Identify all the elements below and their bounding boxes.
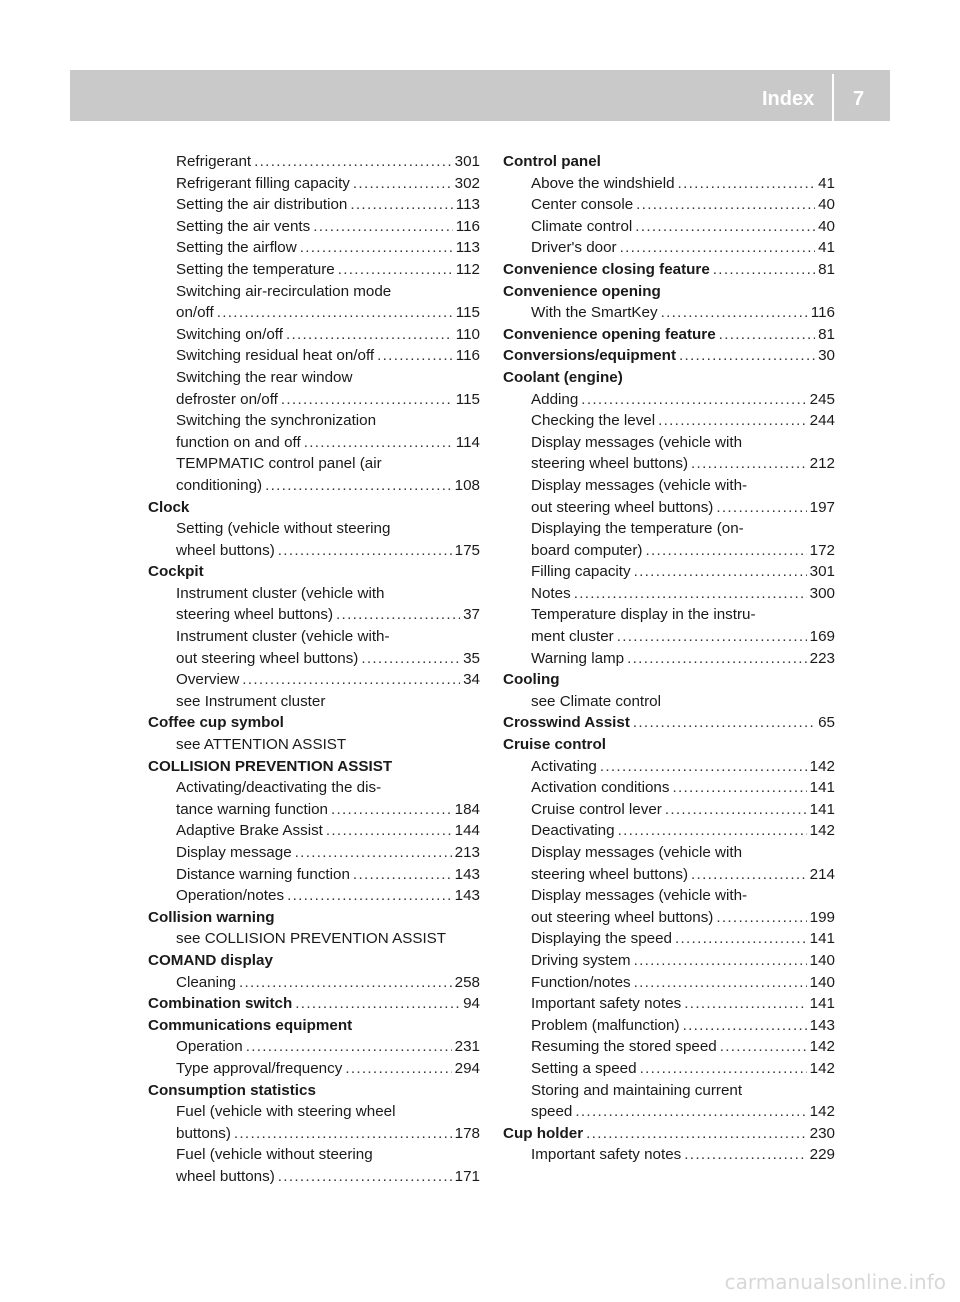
page-reference: 113 bbox=[455, 196, 480, 214]
page-reference: 116 bbox=[455, 347, 480, 365]
index-subentry bbox=[503, 1144, 835, 1166]
page-reference: 300 bbox=[809, 584, 835, 602]
page-reference: 141 bbox=[809, 930, 835, 948]
entry-label: With the SmartKey bbox=[531, 304, 658, 322]
page-reference: 143 bbox=[454, 887, 480, 905]
entry-label: Adaptive Brake Assist bbox=[176, 822, 323, 840]
page-reference: 302 bbox=[454, 174, 480, 192]
dot-leader bbox=[254, 151, 452, 173]
page-reference: 142 bbox=[809, 1038, 835, 1056]
dot-leader bbox=[627, 648, 807, 670]
index-heading-entry bbox=[148, 993, 480, 1015]
index-subentry bbox=[503, 1015, 835, 1037]
entry-label: Convenience closing feature bbox=[503, 260, 710, 278]
dot-leader bbox=[634, 950, 807, 972]
dot-leader bbox=[675, 928, 807, 950]
dot-leader bbox=[618, 820, 807, 842]
index-subentry bbox=[148, 194, 480, 216]
entry-label: wheel buttons) bbox=[176, 1167, 275, 1185]
page-reference: 115 bbox=[455, 390, 480, 408]
entry-label: defroster on/off bbox=[176, 390, 278, 408]
page-reference: 110 bbox=[455, 325, 480, 343]
index-subentry bbox=[503, 389, 835, 411]
entry-label: Climate control bbox=[531, 217, 633, 235]
page-reference: 171 bbox=[454, 1167, 480, 1185]
page-reference: 294 bbox=[454, 1059, 480, 1077]
entry-label: Setting the air distribution bbox=[176, 196, 348, 214]
entry-label: Convenience opening feature bbox=[503, 325, 716, 343]
dot-leader bbox=[620, 237, 815, 259]
entry-label: out steering wheel buttons) bbox=[531, 498, 714, 516]
dot-leader bbox=[239, 972, 452, 994]
index-subentry bbox=[148, 324, 480, 346]
entry-label: Adding bbox=[531, 390, 579, 408]
index-subentry bbox=[148, 604, 480, 626]
page-reference: 178 bbox=[454, 1124, 480, 1142]
page-reference: 214 bbox=[809, 865, 835, 883]
dot-leader bbox=[691, 453, 807, 475]
page-reference: 30 bbox=[818, 347, 835, 365]
dot-leader bbox=[716, 907, 806, 929]
dot-leader bbox=[313, 216, 453, 238]
page-reference: 142 bbox=[809, 1059, 835, 1077]
dot-leader bbox=[350, 194, 452, 216]
index-heading: Cockpit bbox=[148, 563, 204, 581]
index-heading: COMAND display bbox=[148, 951, 273, 969]
dot-leader bbox=[217, 302, 453, 324]
entry-label: Setting the temperature bbox=[176, 260, 335, 278]
dot-leader bbox=[361, 648, 460, 670]
entry-label: steering wheel buttons) bbox=[176, 606, 334, 624]
dot-leader bbox=[633, 712, 815, 734]
entry-label: Above the windshield bbox=[531, 174, 675, 192]
entry-label: Deactivating bbox=[531, 822, 615, 840]
dot-leader bbox=[683, 1015, 807, 1037]
index-subentry-text: Display messages (vehicle with- bbox=[531, 887, 748, 905]
index-subentry-text: Switching the rear window bbox=[176, 368, 353, 386]
page-reference: 116 bbox=[810, 304, 835, 322]
page-reference: 140 bbox=[809, 973, 835, 991]
dot-leader bbox=[304, 432, 453, 454]
page-reference: 37 bbox=[463, 606, 480, 624]
page-reference: 94 bbox=[463, 995, 480, 1013]
entry-label: Important safety notes bbox=[531, 1146, 682, 1164]
index-subentry-text: see Climate control bbox=[531, 692, 661, 710]
page-reference: 41 bbox=[818, 174, 835, 192]
index-subentry bbox=[148, 648, 480, 670]
dot-leader bbox=[242, 669, 460, 691]
dot-leader bbox=[634, 972, 807, 994]
page-reference: 141 bbox=[809, 800, 835, 818]
index-subentry bbox=[503, 928, 835, 950]
entry-label: Center console bbox=[531, 196, 634, 214]
dot-leader bbox=[326, 820, 452, 842]
index-subentry-text: Display messages (vehicle with- bbox=[531, 476, 748, 494]
index-subentry-text: Display messages (vehicle with bbox=[531, 844, 743, 861]
index-subentry bbox=[503, 540, 835, 562]
index-subentry bbox=[503, 173, 835, 195]
index-heading-entry bbox=[503, 259, 835, 281]
index-subentry-text: Temperature display in the instru- bbox=[531, 606, 756, 624]
dot-leader bbox=[234, 1123, 452, 1145]
index-subentry bbox=[148, 389, 480, 411]
index-subentry bbox=[503, 972, 835, 994]
index-heading: Coffee cup symbol bbox=[148, 714, 284, 732]
page-reference: 81 bbox=[818, 260, 835, 278]
dot-leader bbox=[640, 1058, 807, 1080]
page-reference: 244 bbox=[809, 412, 835, 430]
dot-leader bbox=[246, 1036, 452, 1058]
dot-leader bbox=[691, 864, 807, 886]
index-heading: Consumption statistics bbox=[148, 1081, 316, 1099]
index-subentry bbox=[503, 993, 835, 1015]
index-column-right bbox=[503, 151, 835, 1166]
header-divider bbox=[832, 74, 834, 121]
page-reference: 213 bbox=[454, 844, 480, 861]
dot-leader bbox=[678, 173, 816, 195]
index-subentry bbox=[148, 432, 480, 454]
index-subentry bbox=[503, 907, 835, 929]
index-subentry bbox=[503, 453, 835, 475]
entry-label: Problem (malfunction) bbox=[531, 1016, 680, 1034]
page-reference: 142 bbox=[809, 757, 835, 775]
entry-label: Activating bbox=[531, 757, 597, 775]
dot-leader bbox=[684, 1144, 806, 1166]
index-subentry bbox=[148, 972, 480, 994]
page-number: 7 bbox=[853, 88, 865, 110]
entry-label: Notes bbox=[531, 584, 571, 602]
entry-label: Display message bbox=[176, 844, 292, 861]
index-subentry-text: Displaying the temperature (on- bbox=[531, 520, 744, 538]
entry-label: buttons) bbox=[176, 1124, 231, 1142]
index-subentry bbox=[503, 237, 835, 259]
entry-label: Switching residual heat on/off bbox=[176, 347, 375, 365]
entry-label: on/off bbox=[176, 304, 214, 322]
page-reference: 112 bbox=[455, 260, 480, 278]
entry-label: Driving system bbox=[531, 951, 631, 969]
page-reference: 301 bbox=[454, 153, 480, 170]
dot-leader bbox=[720, 1036, 807, 1058]
index-heading-entry bbox=[503, 712, 835, 734]
index-subentry bbox=[148, 1123, 480, 1145]
dot-leader bbox=[336, 604, 460, 626]
entry-label: Cruise control lever bbox=[531, 800, 662, 818]
dot-leader bbox=[286, 324, 453, 346]
dot-leader bbox=[635, 216, 815, 238]
page-reference: 301 bbox=[809, 563, 835, 581]
index-heading: Communications equipment bbox=[148, 1016, 353, 1034]
entry-label: Activation conditions bbox=[531, 779, 670, 797]
index-subentry-text: TEMPMATIC control panel (air bbox=[176, 455, 382, 473]
dot-leader bbox=[265, 475, 452, 497]
dot-leader bbox=[281, 389, 453, 411]
index-subentry bbox=[503, 756, 835, 778]
entry-label: Filling capacity bbox=[531, 563, 631, 581]
page-reference: 172 bbox=[809, 541, 835, 559]
entry-label: Function/notes bbox=[531, 973, 631, 991]
index-heading: Cooling bbox=[503, 671, 560, 689]
index-subentry-text: Storing and maintaining current bbox=[531, 1081, 743, 1099]
index-subentry bbox=[148, 259, 480, 281]
page-reference: 140 bbox=[809, 951, 835, 969]
index-heading: COLLISION PREVENTION ASSIST bbox=[148, 757, 393, 775]
index-subentry bbox=[148, 237, 480, 259]
dot-leader bbox=[586, 1123, 807, 1145]
dot-leader bbox=[658, 410, 807, 432]
entry-label: Overview bbox=[176, 671, 240, 689]
index-subentry bbox=[148, 885, 480, 907]
page-reference: 81 bbox=[818, 325, 835, 343]
dot-leader bbox=[300, 237, 453, 259]
index-subentry-text: see Instrument cluster bbox=[176, 692, 326, 710]
page-reference: 142 bbox=[809, 1103, 835, 1121]
page-reference: 141 bbox=[809, 995, 835, 1013]
index-subentry bbox=[148, 864, 480, 886]
page-reference: 65 bbox=[818, 714, 835, 732]
entry-label: out steering wheel buttons) bbox=[531, 908, 714, 926]
index-subentry bbox=[503, 1036, 835, 1058]
entry-label: ment cluster bbox=[531, 628, 614, 646]
dot-leader bbox=[634, 561, 807, 583]
index-heading: Cruise control bbox=[503, 736, 606, 754]
dot-leader bbox=[295, 842, 452, 864]
index-heading-entry bbox=[503, 1123, 835, 1145]
page-reference: 141 bbox=[809, 779, 835, 797]
index-subentry-text: Activating/deactivating the dis- bbox=[176, 779, 382, 797]
index-subentry bbox=[148, 669, 480, 691]
entry-label: Type approval/frequency bbox=[176, 1059, 343, 1077]
index-subentry bbox=[503, 799, 835, 821]
index-heading: Coolant (engine) bbox=[503, 368, 623, 386]
entry-label: Driver's door bbox=[531, 239, 617, 257]
dot-leader bbox=[338, 259, 453, 281]
page-reference: 184 bbox=[454, 800, 480, 818]
dot-leader bbox=[345, 1058, 451, 1080]
index-subentry bbox=[148, 1058, 480, 1080]
dot-leader bbox=[581, 389, 806, 411]
index-column-left bbox=[148, 151, 480, 1188]
index-subentry bbox=[148, 302, 480, 324]
page-reference: 144 bbox=[454, 822, 480, 840]
entry-label: tance warning function bbox=[176, 800, 328, 818]
entry-label: Switching on/off bbox=[176, 325, 283, 343]
dot-leader bbox=[331, 799, 452, 821]
entry-label: Displaying the speed bbox=[531, 930, 672, 948]
index-subentry bbox=[148, 475, 480, 497]
index-heading: Convenience opening bbox=[503, 282, 661, 300]
entry-label: Operation/notes bbox=[176, 887, 285, 905]
page-reference: 35 bbox=[463, 649, 480, 667]
page-reference: 40 bbox=[818, 196, 835, 214]
page-reference: 108 bbox=[454, 476, 480, 494]
index-subentry-text: Fuel (vehicle without steering bbox=[176, 1146, 373, 1164]
entry-label: Refrigerant filling capacity bbox=[176, 174, 350, 192]
index-subentry bbox=[148, 345, 480, 367]
index-subentry bbox=[503, 626, 835, 648]
entry-label: out steering wheel buttons) bbox=[176, 649, 359, 667]
entry-label: Setting a speed bbox=[531, 1059, 637, 1077]
dot-leader bbox=[287, 885, 452, 907]
dot-leader bbox=[665, 799, 807, 821]
index-subentry-text: see ATTENTION ASSIST bbox=[176, 736, 347, 754]
index-subentry bbox=[148, 842, 480, 864]
index-heading-entry bbox=[503, 324, 835, 346]
page-reference: 175 bbox=[454, 541, 480, 559]
entry-label: speed bbox=[531, 1103, 573, 1121]
entry-label: wheel buttons) bbox=[176, 541, 275, 559]
dot-leader bbox=[719, 324, 815, 346]
index-subentry bbox=[148, 820, 480, 842]
index-subentry-text: Switching air-recirculation mode bbox=[176, 282, 392, 300]
page-reference: 169 bbox=[809, 628, 835, 646]
index-heading: Control panel bbox=[503, 153, 601, 170]
dot-leader bbox=[353, 173, 452, 195]
index-subentry-text: Instrument cluster (vehicle with bbox=[176, 584, 385, 602]
index-subentry bbox=[503, 1101, 835, 1123]
dot-leader bbox=[679, 345, 815, 367]
dot-leader bbox=[574, 583, 807, 605]
entry-label: Setting the air vents bbox=[176, 217, 311, 235]
entry-label: Distance warning function bbox=[176, 865, 350, 883]
index-subentry bbox=[148, 540, 480, 562]
index-subentry bbox=[503, 561, 835, 583]
dot-leader bbox=[575, 1101, 806, 1123]
entry-label: Warning lamp bbox=[531, 649, 625, 667]
page-reference: 199 bbox=[809, 908, 835, 926]
entry-label: Setting the airflow bbox=[176, 239, 297, 257]
dot-leader bbox=[645, 540, 806, 562]
entry-label: Conversions/equipment bbox=[503, 347, 676, 365]
page-reference: 34 bbox=[463, 671, 480, 689]
page-reference: 40 bbox=[818, 217, 835, 235]
index-subentry-text: see COLLISION PREVENTION ASSIST bbox=[176, 930, 447, 948]
page-reference: 245 bbox=[809, 390, 835, 408]
index-subentry bbox=[148, 799, 480, 821]
page-reference: 230 bbox=[809, 1124, 835, 1142]
index-heading: Collision warning bbox=[148, 908, 275, 926]
dot-leader bbox=[661, 302, 808, 324]
page-reference: 231 bbox=[454, 1038, 480, 1056]
dot-leader bbox=[684, 993, 806, 1015]
index-subentry bbox=[503, 583, 835, 605]
index-subentry bbox=[503, 950, 835, 972]
entry-label: Operation bbox=[176, 1038, 243, 1056]
index-subentry bbox=[148, 151, 480, 173]
page-reference: 116 bbox=[455, 217, 480, 235]
entry-label: Important safety notes bbox=[531, 995, 682, 1013]
dot-leader bbox=[295, 993, 460, 1015]
entry-label: Refrigerant bbox=[176, 153, 252, 170]
index-heading: Clock bbox=[148, 498, 190, 516]
index-subentry bbox=[503, 302, 835, 324]
dot-leader bbox=[617, 626, 807, 648]
index-subentry bbox=[503, 216, 835, 238]
entry-label: Cup holder bbox=[503, 1124, 584, 1142]
entry-label: conditioning) bbox=[176, 476, 263, 494]
page-reference: 229 bbox=[809, 1146, 835, 1164]
page-reference: 212 bbox=[809, 455, 835, 473]
index-subentry bbox=[503, 1058, 835, 1080]
page-reference: 114 bbox=[455, 433, 480, 451]
dot-leader bbox=[636, 194, 815, 216]
page-reference: 258 bbox=[454, 973, 480, 991]
index-subentry bbox=[503, 864, 835, 886]
entry-label: Crosswind Assist bbox=[503, 714, 630, 732]
index-subentry bbox=[148, 1166, 480, 1188]
entry-label: steering wheel buttons) bbox=[531, 455, 689, 473]
index-subentry-text: Fuel (vehicle with steering wheel bbox=[176, 1103, 396, 1121]
page-reference: 143 bbox=[809, 1016, 835, 1034]
page-reference: 143 bbox=[454, 865, 480, 883]
page-reference: 223 bbox=[809, 649, 835, 667]
index-subentry-text: Instrument cluster (vehicle with- bbox=[176, 628, 390, 646]
page-reference: 115 bbox=[455, 304, 480, 322]
index-subentry bbox=[503, 410, 835, 432]
dot-leader bbox=[353, 864, 452, 886]
index-subentry-text: Switching the synchronization bbox=[176, 412, 377, 430]
dot-leader bbox=[278, 1166, 452, 1188]
entry-label: Combination switch bbox=[148, 995, 293, 1013]
index-subentry bbox=[503, 194, 835, 216]
dot-leader bbox=[278, 540, 452, 562]
entry-label: steering wheel buttons) bbox=[531, 865, 689, 883]
entry-label: Cleaning bbox=[176, 973, 236, 991]
dot-leader bbox=[713, 259, 815, 281]
entry-label: function on and off bbox=[176, 433, 301, 451]
section-title: Index bbox=[762, 88, 815, 110]
watermark: carmanualsonline.info bbox=[724, 1270, 946, 1294]
dot-leader bbox=[600, 756, 807, 778]
index-subentry bbox=[503, 497, 835, 519]
dot-leader bbox=[377, 345, 453, 367]
index-heading-entry bbox=[503, 345, 835, 367]
index-subentry bbox=[503, 777, 835, 799]
index-subentry bbox=[148, 173, 480, 195]
page-reference: 197 bbox=[809, 498, 835, 516]
index-subentry-text: Display messages (vehicle with bbox=[531, 433, 743, 451]
index-subentry bbox=[503, 648, 835, 670]
index-subentry bbox=[148, 1036, 480, 1058]
index-subentry-text: Setting (vehicle without steering bbox=[176, 520, 391, 538]
dot-leader bbox=[672, 777, 806, 799]
page-reference: 41 bbox=[818, 239, 835, 257]
page-reference: 113 bbox=[455, 239, 480, 257]
index-subentry bbox=[503, 820, 835, 842]
entry-label: board computer) bbox=[531, 541, 643, 559]
entry-label: Resuming the stored speed bbox=[531, 1038, 717, 1056]
index-subentry bbox=[148, 216, 480, 238]
page-reference: 142 bbox=[809, 822, 835, 840]
dot-leader bbox=[716, 497, 806, 519]
entry-label: Checking the level bbox=[531, 412, 656, 430]
